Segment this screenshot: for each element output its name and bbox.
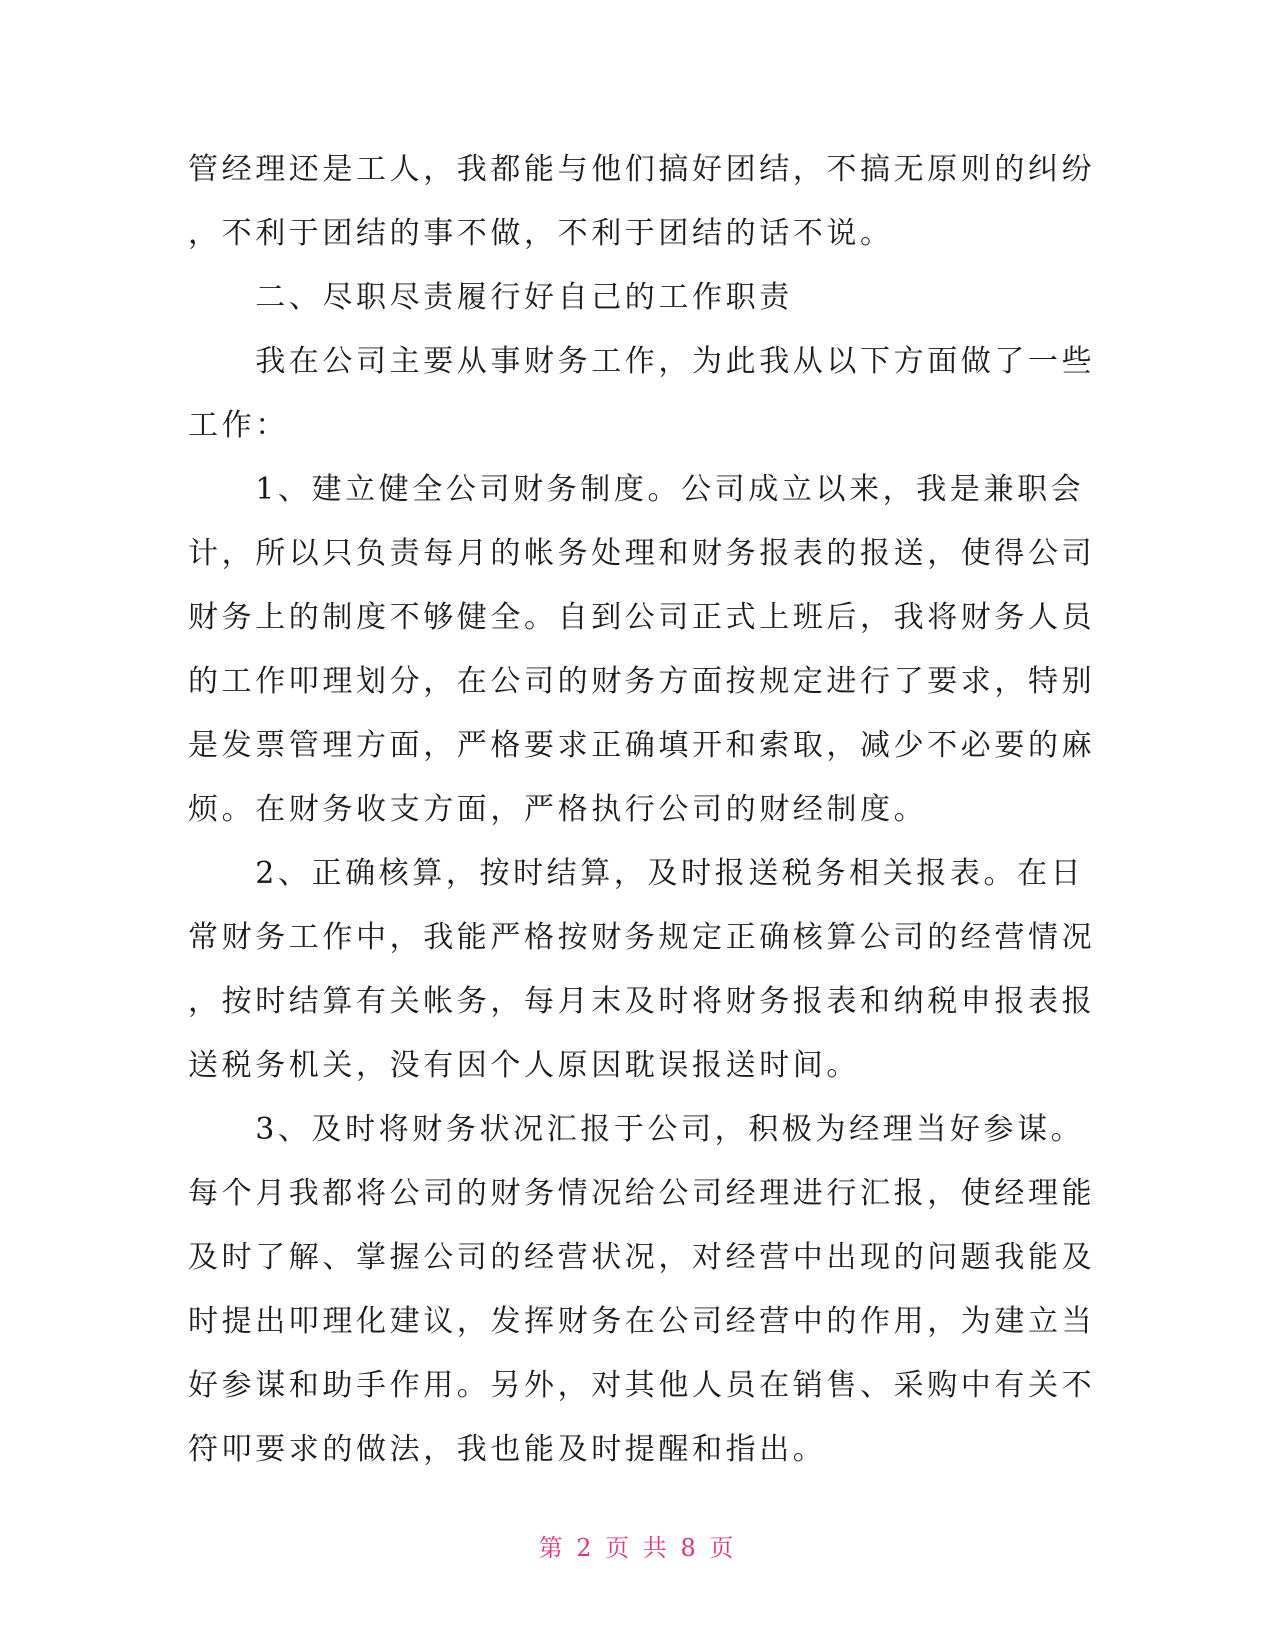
section-heading: 二、尽职尽责履行好自己的工作职责	[188, 280, 793, 315]
text-line: 计，所以只负责每月的帐务处理和财务报表的报送，使得公司	[188, 536, 1096, 571]
text-line: 是发票管理方面，严格要求正确填开和索取，减少不必要的麻	[188, 728, 1096, 763]
text-line: 每个月我都将公司的财务情况给公司经理进行汇报，使经理能	[188, 1176, 1096, 1211]
body-text	[188, 138, 1096, 1482]
text-line: 财务上的制度不够健全。自到公司正式上班后，我将财务人员	[188, 600, 1096, 635]
text-line: 的工作叩理划分，在公司的财务方面按规定进行了要求，特别	[188, 664, 1096, 699]
page-number-label: 第 2 页 共 8 页	[538, 1534, 737, 1562]
text-line: 烦。在财务收支方面，严格执行公司的财经制度。	[188, 792, 928, 827]
text-line: 2、正确核算，按时结算，及时报送税务相关报表。在日	[188, 856, 1085, 891]
text-line: 3、及时将财务状况汇报于公司，积极为经理当好参谋。	[188, 1112, 1085, 1147]
text-line: ，按时结算有关帐务，每月末及时将财务报表和纳税申报表报	[188, 984, 1096, 1019]
text-line: 时提出叩理化建议，发挥财务在公司经营中的作用，为建立当	[188, 1304, 1096, 1339]
page-footer	[0, 1528, 1275, 1563]
text-line: 1、建立健全公司财务制度。公司成立以来，我是兼职会	[188, 472, 1085, 507]
text-line: ，不利于团结的事不做，不利于团结的话不说。	[188, 216, 894, 251]
text-line: 送税务机关，没有因个人原因耽误报送时间。	[188, 1048, 860, 1083]
text-line: 管经理还是工人，我都能与他们搞好团结，不搞无原则的纠纷	[188, 152, 1096, 187]
text-line: 我在公司主要从事财务工作，为此我从以下方面做了一些	[188, 344, 1096, 379]
text-line: 常财务工作中，我能严格按财务规定正确核算公司的经营情况	[188, 920, 1096, 955]
text-line: 及时了解、掌握公司的经营状况，对经营中出现的问题我能及	[188, 1240, 1096, 1275]
text-line: 好参谋和助手作用。另外，对其他人员在销售、采购中有关不	[188, 1368, 1096, 1403]
text-line: 工作：	[188, 408, 289, 443]
text-line: 符叩要求的做法，我也能及时提醒和指出。	[188, 1432, 827, 1467]
